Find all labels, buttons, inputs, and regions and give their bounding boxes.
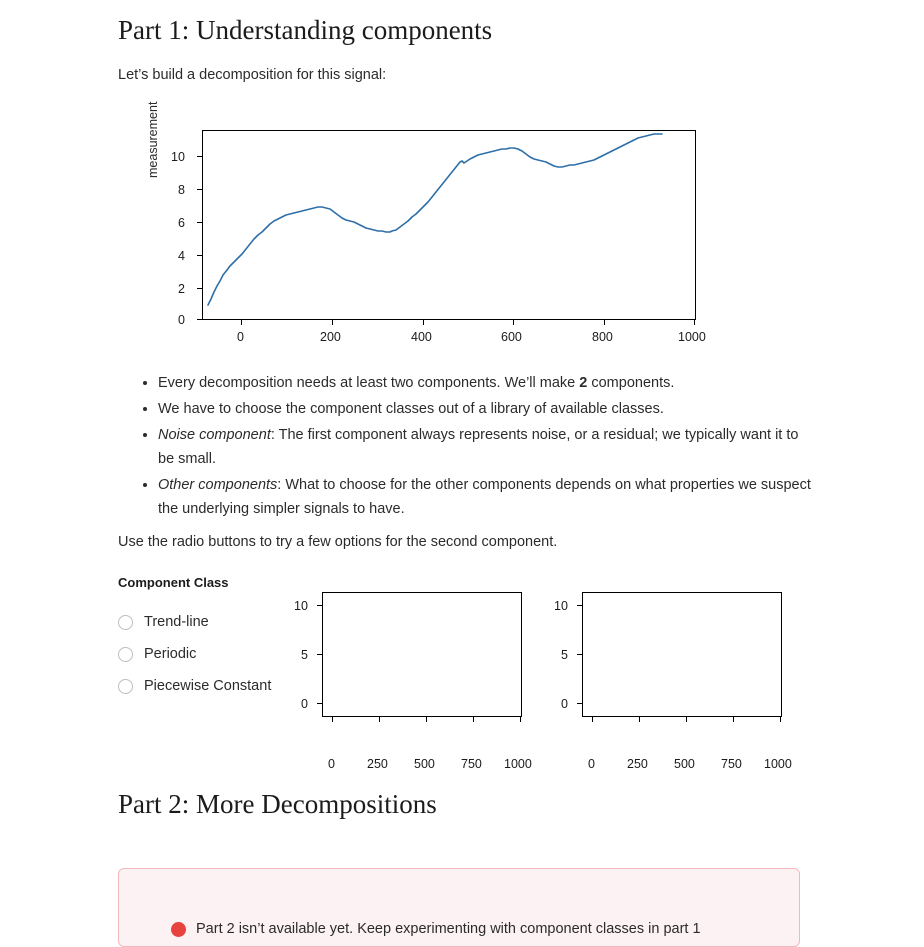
signal-chart-xtickmark-0 — [241, 320, 242, 325]
list-item — [158, 474, 814, 522]
component-chart-left-xtickmark-0 — [332, 717, 333, 722]
signal-chart-ytick-2: 2 — [178, 282, 185, 296]
component-chart-right-ytickmark-5 — [577, 654, 582, 655]
radio-button-icon[interactable] — [118, 679, 133, 694]
component-chart-left-plot-area — [322, 592, 522, 717]
radio-option-trend-line[interactable] — [118, 606, 308, 638]
component-chart-left-xtickmark-750 — [473, 717, 474, 722]
component-chart-right-xtickmark-500 — [686, 717, 687, 722]
concept-bullets — [138, 372, 814, 524]
component-chart-right-xtick-750: 750 — [721, 757, 742, 771]
list-item — [158, 398, 814, 422]
signal-chart-ytickmark-0 — [197, 319, 202, 320]
signal-chart-xtick-200: 200 — [320, 330, 341, 344]
bullet-0-strong: 2 — [579, 375, 588, 391]
radio-option-piecewise-constant[interactable] — [118, 670, 308, 702]
signal-chart-xtickmark-200 — [332, 320, 333, 325]
signal-chart-ytick-4: 4 — [178, 249, 185, 263]
component-chart-left-ytick-0: 0 — [301, 697, 308, 711]
radio-option-label: Trend-line — [144, 614, 209, 630]
component-chart-right-xtickmark-0 — [592, 717, 593, 722]
component-chart-left-xtickmark-250 — [379, 717, 380, 722]
component-chart-left — [290, 592, 552, 782]
signal-chart-ytick-0: 0 — [178, 313, 185, 327]
bullet-0-post: components. — [587, 375, 675, 391]
status-alert-content — [171, 921, 701, 937]
radio-button-icon[interactable] — [118, 647, 133, 662]
list-item — [158, 424, 814, 472]
signal-chart-ytick-8: 8 — [178, 183, 185, 197]
bullet-3-em: Other components — [158, 476, 278, 493]
signal-chart-ytick-6: 6 — [178, 216, 185, 230]
component-chart-left-ytickmark-10 — [317, 605, 322, 606]
component-chart-right-ytick-0: 0 — [561, 697, 568, 711]
component-chart-left-xtick-500: 500 — [414, 757, 435, 771]
component-class-radio-group[interactable] — [118, 606, 308, 702]
component-chart-right-plot-area — [582, 592, 782, 717]
signal-chart-xtick-400: 400 — [411, 330, 432, 344]
list-item — [158, 372, 814, 396]
bullet-1-pre: We have to choose the component classes out of a library of available classes. — [158, 400, 664, 417]
page-title-part2: Part 2: More Decompositions — [118, 789, 437, 819]
bullet-2-post: : The first component always represents noise, or a residual; we typically want it to be small. — [158, 426, 799, 467]
signal-chart-ytickmark-2 — [197, 288, 202, 289]
signal-chart-ytickmark-10 — [197, 156, 202, 157]
intro-paragraph: Let’s build a decomposition for this signal: — [118, 67, 387, 83]
signal-chart-xtick-600: 600 — [501, 330, 522, 344]
component-chart-left-xtick-0: 0 — [328, 757, 335, 771]
radio-option-periodic[interactable] — [118, 638, 308, 670]
status-alert-text: Part 2 isn’t available yet. Keep experimenting with component classes in part 1 — [196, 921, 701, 937]
component-chart-right-xtickmark-250 — [639, 717, 640, 722]
status-alert — [118, 868, 800, 947]
signal-chart-xtick-800: 800 — [592, 330, 613, 344]
signal-chart-ytick-10: 10 — [171, 150, 185, 164]
component-chart-right-xtick-500: 500 — [674, 757, 695, 771]
signal-chart-plot-area — [202, 130, 696, 320]
component-chart-right-ytickmark-10 — [577, 605, 582, 606]
component-chart-left-ytick-5: 5 — [301, 648, 308, 662]
component-chart-left-xtick-250: 250 — [367, 757, 388, 771]
component-chart-left-xtickmark-500 — [426, 717, 427, 722]
component-chart-right — [550, 592, 812, 782]
signal-chart-line — [203, 131, 695, 319]
bullet-2-em: Noise component — [158, 426, 271, 443]
bullet-3-post: : What to choose for the other components depends on what properties we suspect the underlying simpler signals to have. — [158, 476, 811, 517]
signal-chart-xtickmark-600 — [513, 320, 514, 325]
component-chart-left-xtickmark-1000 — [520, 717, 521, 722]
radio-button-icon[interactable] — [118, 615, 133, 630]
signal-chart-xtickmark-400 — [423, 320, 424, 325]
radio-instruction: Use the radio buttons to try a few options for the second component. — [118, 534, 558, 550]
signal-chart-xtick-0: 0 — [237, 330, 244, 344]
component-chart-left-xtick-1000: 1000 — [504, 757, 532, 771]
signal-chart-ylabel: measurement — [146, 101, 160, 178]
radio-option-label: Piecewise Constant — [144, 678, 272, 694]
component-chart-right-xtick-0: 0 — [588, 757, 595, 771]
component-chart-right-xtick-1000: 1000 — [764, 757, 792, 771]
component-chart-left-ytickmark-0 — [317, 703, 322, 704]
component-chart-left-ytickmark-5 — [317, 654, 322, 655]
signal-chart-ytickmark-8 — [197, 189, 202, 190]
radio-option-label: Periodic — [144, 646, 197, 662]
signal-chart-ytickmark-4 — [197, 255, 202, 256]
page-title-part1: Part 1: Understanding components — [118, 15, 493, 45]
signal-chart-ytickmark-6 — [197, 222, 202, 223]
component-chart-right-ytickmark-0 — [577, 703, 582, 704]
signal-chart-xtickmark-800 — [604, 320, 605, 325]
component-chart-right-xtickmark-1000 — [780, 717, 781, 722]
component-chart-right-ytick-5: 5 — [561, 648, 568, 662]
component-chart-right-xtickmark-750 — [733, 717, 734, 722]
red-circle-icon — [171, 922, 186, 937]
component-class-label: Component Class — [118, 575, 229, 590]
component-chart-left-ytick-10: 10 — [294, 599, 308, 613]
component-chart-left-xtick-750: 750 — [461, 757, 482, 771]
component-chart-right-xtick-250: 250 — [627, 757, 648, 771]
signal-chart-xtick-1000: 1000 — [678, 330, 706, 344]
bullet-0-pre: Every decomposition needs at least two components. We’ll make — [158, 375, 580, 391]
signal-chart — [140, 101, 710, 358]
signal-chart-xtickmark-1000 — [694, 320, 695, 325]
component-chart-right-ytick-10: 10 — [554, 599, 568, 613]
